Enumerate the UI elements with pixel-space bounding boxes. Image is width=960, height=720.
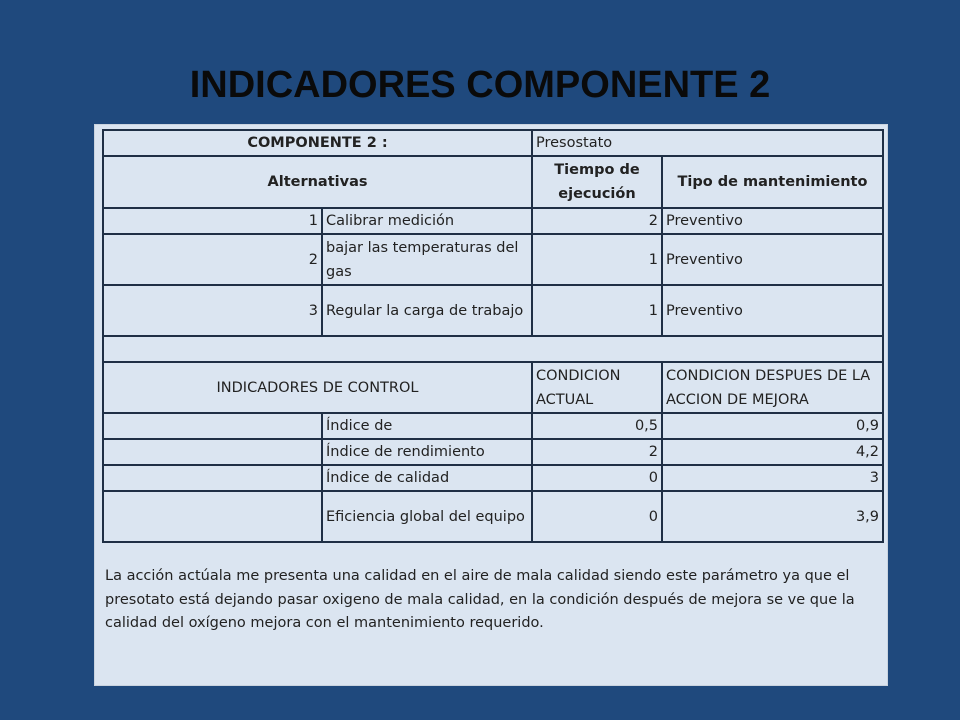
alternative-text: Regular la carga de trabajo — [322, 285, 532, 336]
indicator-name: Índice de rendimiento — [322, 439, 532, 465]
alternative-number: 3 — [103, 285, 322, 336]
alternative-type: Preventivo — [662, 285, 883, 336]
execution-time-header: Tiempo de ejecución — [532, 156, 662, 208]
after-condition-header: CONDICION DESPUES DE LA ACCION DE MEJORA — [662, 362, 883, 413]
alternative-number: 2 — [103, 234, 322, 285]
alternatives-header: Alternativas — [103, 156, 532, 208]
indicator-row — [103, 439, 883, 465]
indicators-header: INDICADORES DE CONTROL — [103, 362, 532, 413]
indicator-current: 2 — [532, 439, 662, 465]
indicators-table — [102, 129, 884, 543]
alternative-number: 1 — [103, 208, 322, 234]
indicator-after: 3 — [662, 465, 883, 491]
alternative-type: Preventivo — [662, 208, 883, 234]
indicator-name: Índice de — [322, 413, 532, 439]
alternative-row — [103, 208, 883, 234]
component-row — [103, 130, 883, 156]
spreadsheet-table-image — [94, 124, 888, 686]
alternative-text: bajar las temperaturas del gas — [322, 234, 532, 285]
alternative-time: 2 — [532, 208, 662, 234]
indicators-header-row — [103, 362, 883, 413]
alternative-text: Calibrar medición — [322, 208, 532, 234]
alternatives-header-row — [103, 156, 883, 208]
slide-title: INDICADORES COMPONENTE 2 — [189, 64, 771, 106]
indicator-current: 0 — [532, 465, 662, 491]
alternative-time: 1 — [532, 234, 662, 285]
alternative-row — [103, 234, 883, 285]
conclusion-note: La acción actúala me presenta una calidad en el aire de mala calidad siendo este parámetro ya que el presotato está dejando pasar oxigeno de mala calidad, en la condición después de mejora se ve que la calidad del oxígeno mejora con el mantenimiento requerido. — [105, 568, 855, 631]
indicator-after: 0,9 — [662, 413, 883, 439]
maintenance-type-header: Tipo de mantenimiento — [662, 156, 883, 208]
empty-separator-row — [103, 336, 883, 362]
indicator-after: 4,2 — [662, 439, 883, 465]
indicator-after: 3,9 — [662, 491, 883, 542]
indicator-row — [103, 465, 883, 491]
indicator-row — [103, 491, 883, 542]
alternative-row — [103, 285, 883, 336]
component-label: COMPONENTE 2 : — [103, 130, 532, 156]
current-condition-header: CONDICION ACTUAL — [532, 362, 662, 413]
alternative-time: 1 — [532, 285, 662, 336]
indicator-name: Eficiencia global del equipo — [322, 491, 532, 542]
component-value: Presostato — [532, 130, 883, 156]
indicator-current: 0,5 — [532, 413, 662, 439]
alternative-type: Preventivo — [662, 234, 883, 285]
indicator-name: Índice de calidad — [322, 465, 532, 491]
indicator-row — [103, 413, 883, 439]
indicator-current: 0 — [532, 491, 662, 542]
